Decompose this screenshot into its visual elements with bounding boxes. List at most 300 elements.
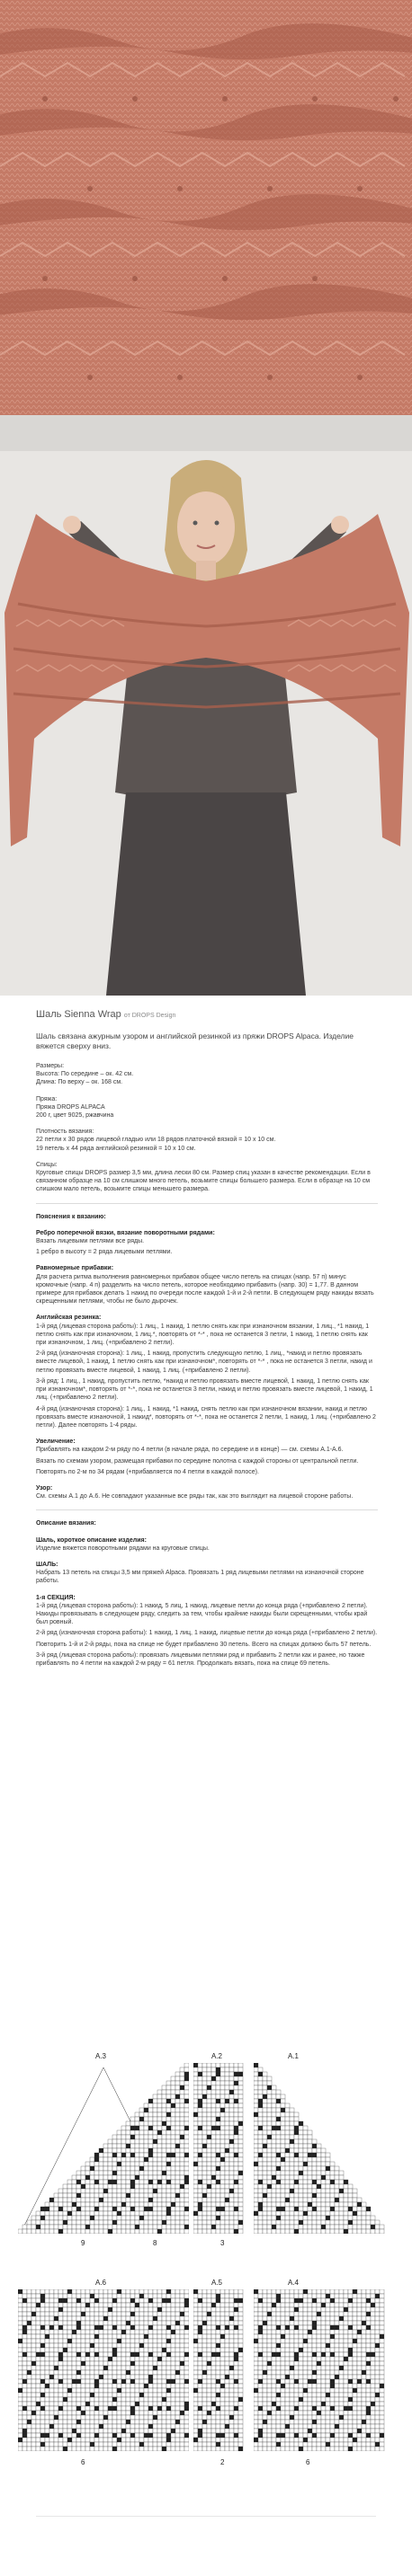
chart-cell	[126, 2307, 130, 2312]
chart-cell	[290, 2184, 294, 2189]
chart-cell	[90, 2325, 94, 2330]
chart-cell	[153, 2157, 157, 2162]
chart-cell	[193, 2103, 198, 2108]
chart-cell	[330, 2180, 335, 2184]
chart-cell	[103, 2207, 108, 2211]
chart-cell	[207, 2420, 211, 2424]
chart-cell	[263, 2220, 267, 2225]
chart-cell	[67, 2207, 72, 2211]
chart-cell	[40, 2220, 45, 2225]
chart-cell	[171, 2085, 175, 2090]
chart-cell	[326, 2429, 330, 2433]
chart-cell	[103, 2334, 108, 2339]
chart-cell	[90, 2294, 94, 2298]
chart-cell	[330, 2384, 335, 2388]
chart-cell	[258, 2339, 263, 2343]
chart-cell	[258, 2117, 263, 2121]
chart-cell	[299, 2171, 303, 2175]
chart-cell	[175, 2433, 180, 2438]
description-section-heading: Шаль, короткое описание изделия:	[36, 1536, 147, 1544]
chart-cell	[103, 2229, 108, 2234]
chart-cell	[272, 2334, 276, 2339]
chart-cell	[166, 2220, 171, 2225]
chart-cell	[353, 2352, 357, 2357]
chart-cell	[67, 2397, 72, 2402]
chart-cell	[238, 2157, 243, 2162]
chart-cell	[58, 2429, 63, 2433]
chart-cell	[171, 2121, 175, 2126]
chart-cell	[276, 2135, 281, 2139]
chart-cell	[344, 2180, 348, 2184]
chart-cell	[366, 2433, 371, 2438]
chart-cell	[31, 2415, 36, 2420]
chart-cell	[263, 2343, 267, 2348]
chart-cell	[317, 2229, 321, 2234]
chart-cell	[18, 2294, 22, 2298]
chart-cell	[267, 2424, 272, 2429]
chart-cell	[184, 2090, 189, 2094]
chart-cell	[166, 2379, 171, 2384]
chart-cell	[184, 2321, 189, 2325]
chart-cell	[335, 2289, 339, 2294]
chart-cell	[281, 2325, 285, 2330]
chart-cell	[108, 2334, 112, 2339]
chart-cell	[216, 2388, 220, 2393]
chart-cell	[121, 2388, 126, 2393]
chart-cell	[45, 2442, 49, 2447]
chart-cell	[299, 2184, 303, 2189]
chart-cell	[31, 2361, 36, 2366]
chart-cell	[258, 2375, 263, 2379]
chart-cell	[63, 2339, 67, 2343]
chart-cell	[171, 2076, 175, 2081]
chart-cell	[321, 2148, 326, 2153]
chart-cell	[193, 2433, 198, 2438]
chart-cell	[267, 2366, 272, 2370]
chart-cell	[153, 2220, 157, 2225]
chart-cell	[180, 2393, 184, 2397]
chart-cell	[263, 2406, 267, 2411]
chart-cell	[211, 2298, 216, 2303]
chart-cell	[166, 2312, 171, 2316]
chart-cell	[175, 2108, 180, 2112]
chart-cell	[326, 2180, 330, 2184]
chart-cell	[371, 2447, 375, 2451]
chart-cell	[220, 2121, 225, 2126]
chart-cell	[234, 2193, 238, 2198]
chart-cell	[58, 2321, 63, 2325]
gauge-block	[36, 1128, 378, 1153]
chart-cell	[99, 2148, 103, 2153]
chart-cell	[353, 2294, 357, 2298]
chart-cell	[371, 2216, 375, 2220]
chart-cell	[139, 2135, 144, 2139]
chart-cell	[49, 2433, 54, 2438]
chart-cell	[126, 2135, 130, 2139]
chart-cell	[308, 2397, 312, 2402]
chart-cell	[238, 2180, 243, 2184]
chart-cell	[234, 2189, 238, 2193]
chart-cell	[153, 2211, 157, 2216]
chart-cell	[157, 2397, 162, 2402]
chart-cell	[321, 2216, 326, 2220]
explanation-section	[36, 1229, 378, 1257]
chart-cell	[348, 2447, 353, 2451]
chart-cell	[193, 2094, 198, 2099]
chart-cell	[211, 2325, 216, 2330]
chart-cell	[72, 2193, 76, 2198]
chart-cell	[267, 2207, 272, 2211]
chart-cell	[198, 2307, 202, 2312]
chart-cell	[121, 2402, 126, 2406]
chart-cell	[312, 2162, 317, 2166]
chart-cell	[54, 2321, 58, 2325]
chart-cell	[162, 2166, 166, 2171]
chart-cell	[207, 2294, 211, 2298]
chart-cell	[216, 2067, 220, 2072]
chart-cell	[339, 2184, 344, 2189]
chart-cell	[171, 2148, 175, 2153]
chart-cell	[285, 2153, 290, 2157]
chart-cell	[126, 2429, 130, 2433]
chart-cell	[171, 2184, 175, 2189]
chart-cell	[254, 2370, 258, 2375]
chart-cell	[58, 2415, 63, 2420]
chart-cell	[258, 2438, 263, 2442]
chart-cell	[290, 2402, 294, 2406]
chart-cell	[207, 2321, 211, 2325]
chart-cell	[303, 2216, 308, 2220]
chart-cell	[184, 2166, 189, 2171]
chart-cell	[108, 2442, 112, 2447]
chart-cell	[112, 2298, 117, 2303]
chart-cell	[202, 2289, 207, 2294]
chart-cell	[220, 2334, 225, 2339]
chart-cell	[67, 2325, 72, 2330]
chart-cell	[94, 2229, 99, 2234]
chart-cell	[130, 2352, 135, 2357]
chart-cell	[202, 2081, 207, 2085]
chart-cell	[139, 2126, 144, 2130]
chart-cell	[193, 2130, 198, 2135]
chart-cell	[193, 2424, 198, 2429]
chart-cell	[144, 2175, 148, 2180]
chart-cell	[99, 2402, 103, 2406]
chart-cell	[63, 2312, 67, 2316]
chart-cell	[121, 2357, 126, 2361]
chart-cell	[112, 2303, 117, 2307]
chart-cell	[67, 2225, 72, 2229]
chart-cell	[76, 2438, 81, 2442]
chart-cell	[76, 2298, 81, 2303]
chart-cell	[254, 2343, 258, 2348]
chart-cell	[180, 2184, 184, 2189]
chart-cell	[330, 2225, 335, 2229]
chart-cell	[27, 2411, 31, 2415]
chart-cell	[126, 2153, 130, 2157]
chart-cell	[99, 2157, 103, 2162]
chart-cell	[254, 2348, 258, 2352]
chart-cell	[330, 2229, 335, 2234]
chart-cell	[166, 2411, 171, 2415]
chart-cell	[254, 2361, 258, 2366]
chart-cell	[63, 2375, 67, 2379]
chart-cell	[54, 2433, 58, 2438]
chart-cell	[362, 2316, 366, 2321]
chart-cell	[126, 2375, 130, 2379]
chart-cell	[272, 2130, 276, 2135]
chart-cell	[193, 2330, 198, 2334]
chart-cell	[135, 2352, 139, 2357]
chart-cell	[63, 2184, 67, 2189]
chart-cell	[258, 2085, 263, 2090]
chart-cell	[162, 2348, 166, 2352]
chart-cell	[81, 2220, 85, 2225]
chart-cell	[144, 2406, 148, 2411]
chart-cell	[85, 2175, 90, 2180]
chart-cell	[375, 2393, 380, 2397]
chart-cell	[308, 2442, 312, 2447]
chart-cell	[103, 2307, 108, 2312]
chart-cell	[202, 2153, 207, 2157]
chart-cell	[317, 2216, 321, 2220]
chart-cell	[229, 2442, 234, 2447]
chart-cell	[121, 2220, 126, 2225]
chart-cell	[267, 2117, 272, 2121]
chart-cell	[166, 2393, 171, 2397]
chart-cell	[380, 2429, 384, 2433]
chart-cell	[375, 2420, 380, 2424]
chart-cell	[353, 2289, 357, 2294]
chart-cell	[225, 2216, 229, 2220]
chart-cell	[198, 2148, 202, 2153]
chart-cell	[81, 2388, 85, 2393]
chart-cell	[272, 2298, 276, 2303]
chart-cell	[258, 2144, 263, 2148]
chart-cell	[126, 2339, 130, 2343]
chart-cell	[366, 2402, 371, 2406]
chart-cell	[18, 2411, 22, 2415]
chart-cell	[290, 2321, 294, 2325]
chart-cell	[229, 2126, 234, 2130]
chart-cell	[67, 2303, 72, 2307]
chart-cell	[308, 2316, 312, 2321]
chart-cell	[380, 2402, 384, 2406]
chart-cell	[117, 2411, 121, 2415]
chart-cell	[321, 2312, 326, 2316]
chart-cell	[108, 2211, 112, 2216]
chart-cell	[193, 2072, 198, 2076]
chart-cell	[18, 2397, 22, 2402]
chart-cell	[117, 2438, 121, 2442]
chart-cell	[108, 2447, 112, 2451]
chart-cell	[357, 2424, 362, 2429]
chart-cell	[294, 2384, 299, 2388]
chart-cell	[326, 2198, 330, 2202]
chart-cell	[148, 2312, 153, 2316]
chart-cell	[45, 2415, 49, 2420]
chart-cell	[220, 2207, 225, 2211]
chart-cell	[380, 2415, 384, 2420]
chart-cell	[144, 2307, 148, 2312]
chart-cell	[67, 2330, 72, 2334]
chart-cell	[121, 2343, 126, 2348]
chart-cell	[339, 2316, 344, 2321]
chart-cell	[362, 2388, 366, 2393]
chart-a1	[254, 2063, 389, 2234]
chart-cell	[312, 2316, 317, 2321]
chart-cell	[121, 2379, 126, 2384]
chart-cell	[335, 2411, 339, 2415]
chart-cell	[272, 2108, 276, 2112]
chart-cell	[193, 2411, 198, 2415]
chart-cell	[81, 2352, 85, 2357]
chart-cell	[175, 2216, 180, 2220]
chart-cell	[126, 2424, 130, 2429]
chart-cell	[27, 2393, 31, 2397]
chart-cell	[263, 2303, 267, 2307]
chart-cell	[90, 2211, 94, 2216]
chart-cell	[184, 2429, 189, 2433]
chart-cell	[357, 2397, 362, 2402]
chart-cell	[112, 2343, 117, 2348]
chart-cell	[238, 2126, 243, 2130]
chart-cell	[99, 2321, 103, 2325]
chart-cell	[135, 2447, 139, 2451]
chart-cell	[375, 2429, 380, 2433]
chart-cell	[139, 2139, 144, 2144]
chart-cell	[108, 2366, 112, 2370]
chart-cell	[81, 2402, 85, 2406]
chart-cell	[99, 2216, 103, 2220]
chart-cell	[121, 2229, 126, 2234]
chart-cell	[67, 2294, 72, 2298]
chart-cell	[27, 2375, 31, 2379]
chart-cell	[267, 2148, 272, 2153]
chart-label-a5: A.5	[211, 2279, 223, 2287]
chart-cell	[267, 2294, 272, 2298]
chart-cell	[58, 2379, 63, 2384]
chart-label-a6: A.6	[95, 2279, 107, 2287]
chart-cell	[36, 2393, 40, 2397]
chart-cell	[258, 2162, 263, 2166]
chart-cell	[49, 2424, 54, 2429]
chart-cell	[276, 2325, 281, 2330]
chart-cell	[121, 2211, 126, 2216]
chart-cell	[148, 2126, 153, 2130]
chart-cell	[348, 2361, 353, 2366]
chart-cell	[63, 2298, 67, 2303]
chart-cell	[308, 2166, 312, 2171]
chart-cell	[90, 2429, 94, 2433]
chart-cell	[40, 2352, 45, 2357]
chart-cell	[229, 2339, 234, 2343]
chart-cell	[326, 2207, 330, 2211]
chart-cell	[22, 2375, 27, 2379]
chart-cell	[220, 2198, 225, 2202]
chart-cell	[234, 2081, 238, 2085]
chart-cell	[308, 2424, 312, 2429]
chart-cell	[285, 2298, 290, 2303]
chart-cell	[135, 2117, 139, 2121]
chart-cell	[108, 2180, 112, 2184]
chart-cell	[99, 2429, 103, 2433]
chart-cell	[54, 2303, 58, 2307]
chart-cell	[371, 2438, 375, 2442]
chart-a1-grid	[254, 2063, 389, 2234]
chart-cell	[276, 2216, 281, 2220]
chart-cell	[103, 2162, 108, 2166]
chart-cell	[317, 2157, 321, 2162]
chart-cell	[121, 2393, 126, 2397]
chart-cell	[290, 2202, 294, 2207]
chart-cell	[254, 2406, 258, 2411]
chart-cell	[40, 2379, 45, 2384]
chart-cell	[85, 2447, 90, 2451]
chart-a2	[193, 2063, 247, 2234]
chart-cell	[153, 2166, 157, 2171]
chart-cell	[294, 2117, 299, 2121]
chart-cell	[238, 2289, 243, 2294]
chart-cell	[144, 2415, 148, 2420]
chart-cell	[299, 2330, 303, 2334]
chart-cell	[72, 2307, 76, 2312]
chart-cell	[180, 2225, 184, 2229]
chart-cell	[335, 2303, 339, 2307]
explanation-section-heading: Узор:	[36, 1484, 53, 1492]
chart-cell	[326, 2189, 330, 2193]
chart-cell	[121, 2148, 126, 2153]
chart-cell	[267, 2211, 272, 2216]
chart-cell	[357, 2207, 362, 2211]
chart-cell	[175, 2375, 180, 2379]
chart-cell	[166, 2289, 171, 2294]
chart-cell	[40, 2207, 45, 2211]
chart-cell	[258, 2321, 263, 2325]
chart-cell	[193, 2175, 198, 2180]
chart-cell	[229, 2379, 234, 2384]
chart-cell	[312, 2153, 317, 2157]
chart-cell	[153, 2135, 157, 2139]
chart-cell	[258, 2402, 263, 2406]
chart-cell	[85, 2442, 90, 2447]
chart-cell	[312, 2207, 317, 2211]
chart-cell	[366, 2357, 371, 2361]
chart-cell	[153, 2438, 157, 2442]
chart-cell	[294, 2189, 299, 2193]
chart-cell	[308, 2198, 312, 2202]
chart-cell	[220, 2189, 225, 2193]
chart-cell	[258, 2225, 263, 2229]
chart-cell	[229, 2375, 234, 2379]
chart-cell	[294, 2415, 299, 2420]
chart-cell	[234, 2072, 238, 2076]
chart-cell	[308, 2211, 312, 2216]
chart-cell	[198, 2406, 202, 2411]
chart-cell	[321, 2184, 326, 2189]
chart-cell	[126, 2229, 130, 2234]
chart-cell	[175, 2357, 180, 2361]
chart-cell	[276, 2424, 281, 2429]
chart-cell	[225, 2166, 229, 2171]
chart-cell	[202, 2126, 207, 2130]
chart-cell	[126, 2406, 130, 2411]
chart-cell	[126, 2438, 130, 2442]
chart-cell	[281, 2171, 285, 2175]
chart-cell	[76, 2343, 81, 2348]
chart-cell	[285, 2411, 290, 2415]
chart-cell	[263, 2202, 267, 2207]
